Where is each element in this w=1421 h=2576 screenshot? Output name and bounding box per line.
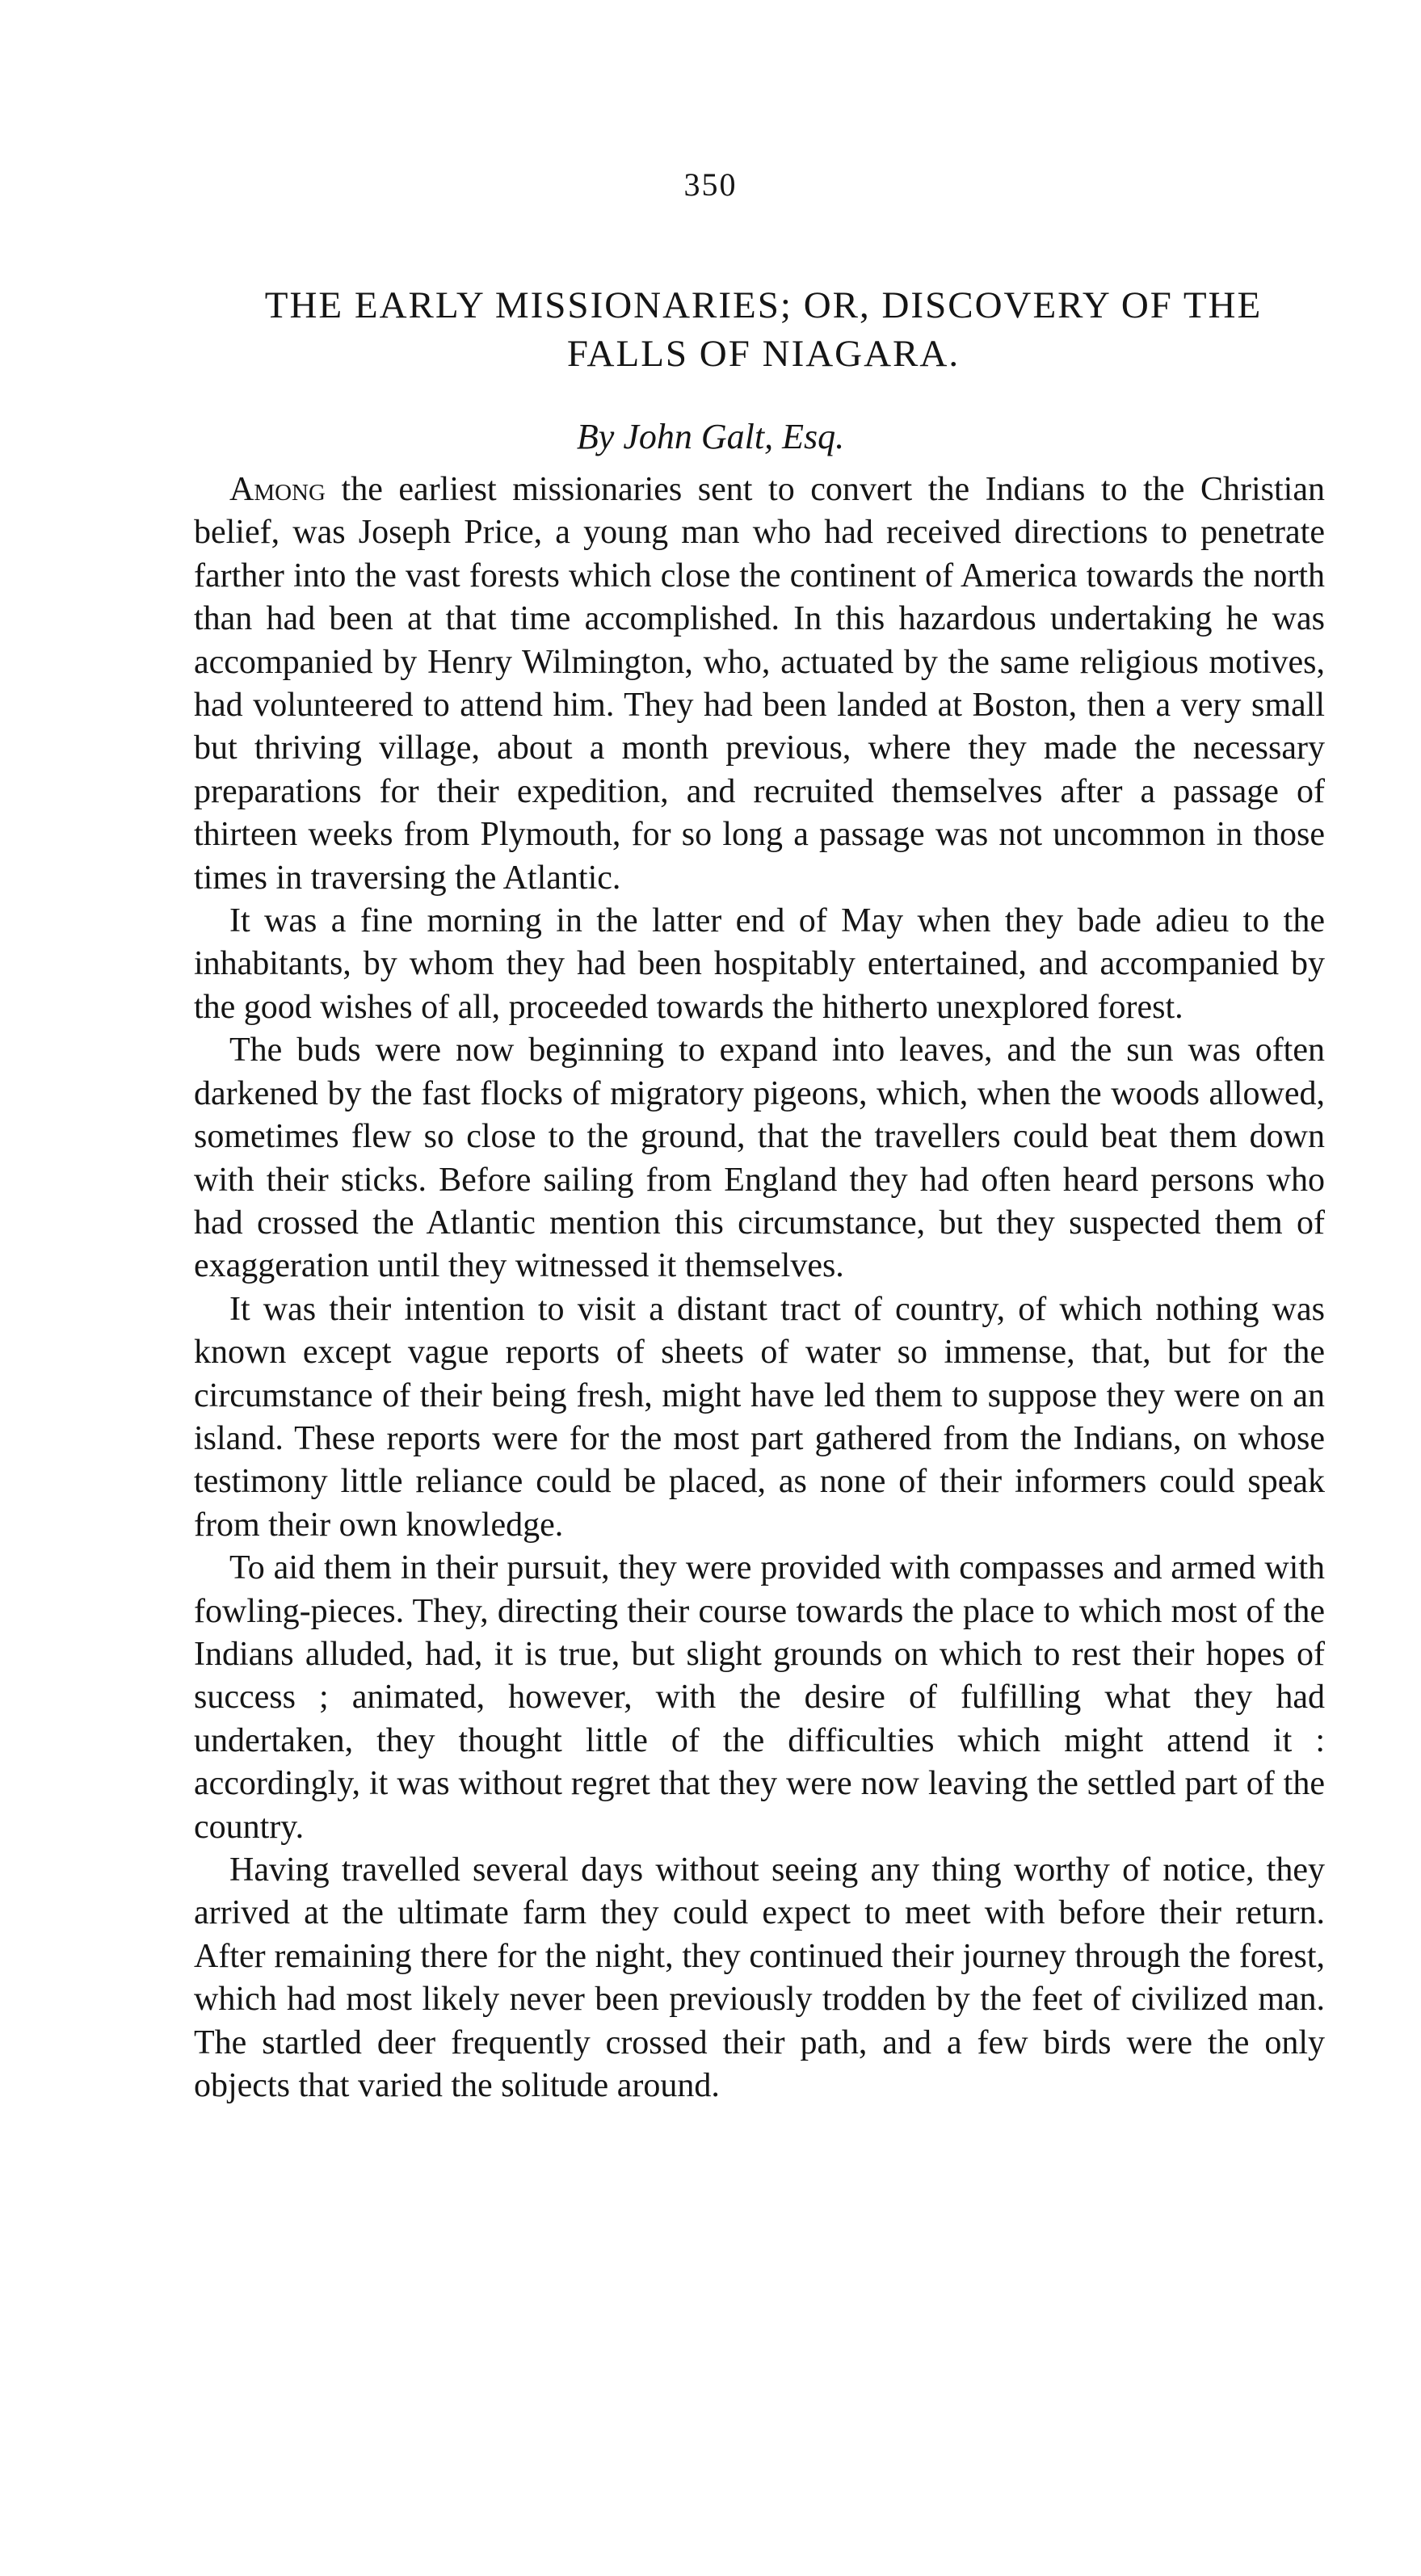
paragraph-text: It was a fine morning in the latter end of May when they bade adieu to the inhabitants, by whom they had been hospitably entertained, and accompanied by the good wishes of all, proceeded towards the hitherto unexplored forest.: [194, 902, 1325, 1026]
article-title: [178, 281, 1349, 378]
paragraph-4: [194, 1288, 1325, 1547]
paragraph-5: [194, 1547, 1325, 1849]
article-body: [194, 469, 1325, 2107]
article-title-line-2: FALLS OF NIAGARA.: [566, 333, 961, 375]
paragraph-text: To aid them in their pursuit, they were provided with compasses and armed with fowling-pieces. They, directing their course towards the place to which most of the Indians alluded, had, it is true, but slight grounds on which to rest their hopes of success ; animated, however, with the desire of fulfilling what they had undertaken, they thought little of the difficulties which might attend it : accordingly, it was without regret that they were now leaving the settled part of the country.: [194, 1549, 1325, 1846]
paragraph-text: Having travelled several days without seeing any thing worthy of notice, they arrived at the ultimate farm they could expect to meet with before their return. After remaining there for the night, they continued their journey through the forest, which had most likely never been previously trodden by the feet of civilized man. The startled deer frequently crossed their path, and a few birds were the only objects that varied the solitude around.: [194, 1851, 1325, 2105]
paragraph-3: [194, 1029, 1325, 1288]
paragraph-text: It was their intention to visit a distant tract of country, of which nothing was known except vague reports of sheets of water so immense, that, but for the circumstance of their being fresh, might have led them to suppose they were on an island. These reports were for the most part gathered from the Indians, on whose testimony little reliance could be placed, as none of their informers could speak from their own knowledge.: [194, 1290, 1325, 1544]
paragraph-text: the earliest missionaries sent to convert the Indians to the Christian belief, was Joseph Price, a young man who had received directions to penetrate farther into the vast forests which close the continent of America towards the north than had been at that time accomplished. In this hazardous undertaking he was accompanied by Henry Wilmington, who, actuated by the same religious motives, had volunteered to attend him. They had been landed at Boston, then a very small but thriving village, about a month previous, where they made the necessary preparations for their expedition, and recruited themselves after a passage of thirteen weeks from Plymouth, for so long a passage was not uncommon in those times in traversing the Atlantic.: [194, 471, 1325, 897]
article-title-line-1: THE EARLY MISSIONARIES; OR, DISCOVERY OF THE: [264, 284, 1263, 326]
paragraph-text: The buds were now beginning to expand into leaves, and the sun was often darkened by the fast flocks of migratory pigeons, which, when the woods allowed, sometimes flew so close to the ground, that the travellers could beat them down with their sticks. Before sailing from England they had often heard persons who had crossed the Atlantic mention this circumstance, but they suspected them of exaggeration until they witnessed it themselves.: [194, 1032, 1325, 1285]
author-byline: By John Galt, Esq.: [576, 417, 845, 456]
paragraph-2: [194, 900, 1325, 1029]
paragraph-1: [194, 469, 1325, 900]
paragraph-lead-word: Among: [229, 471, 326, 508]
paragraph-6: [194, 1849, 1325, 2107]
page-number: 350: [683, 166, 738, 203]
